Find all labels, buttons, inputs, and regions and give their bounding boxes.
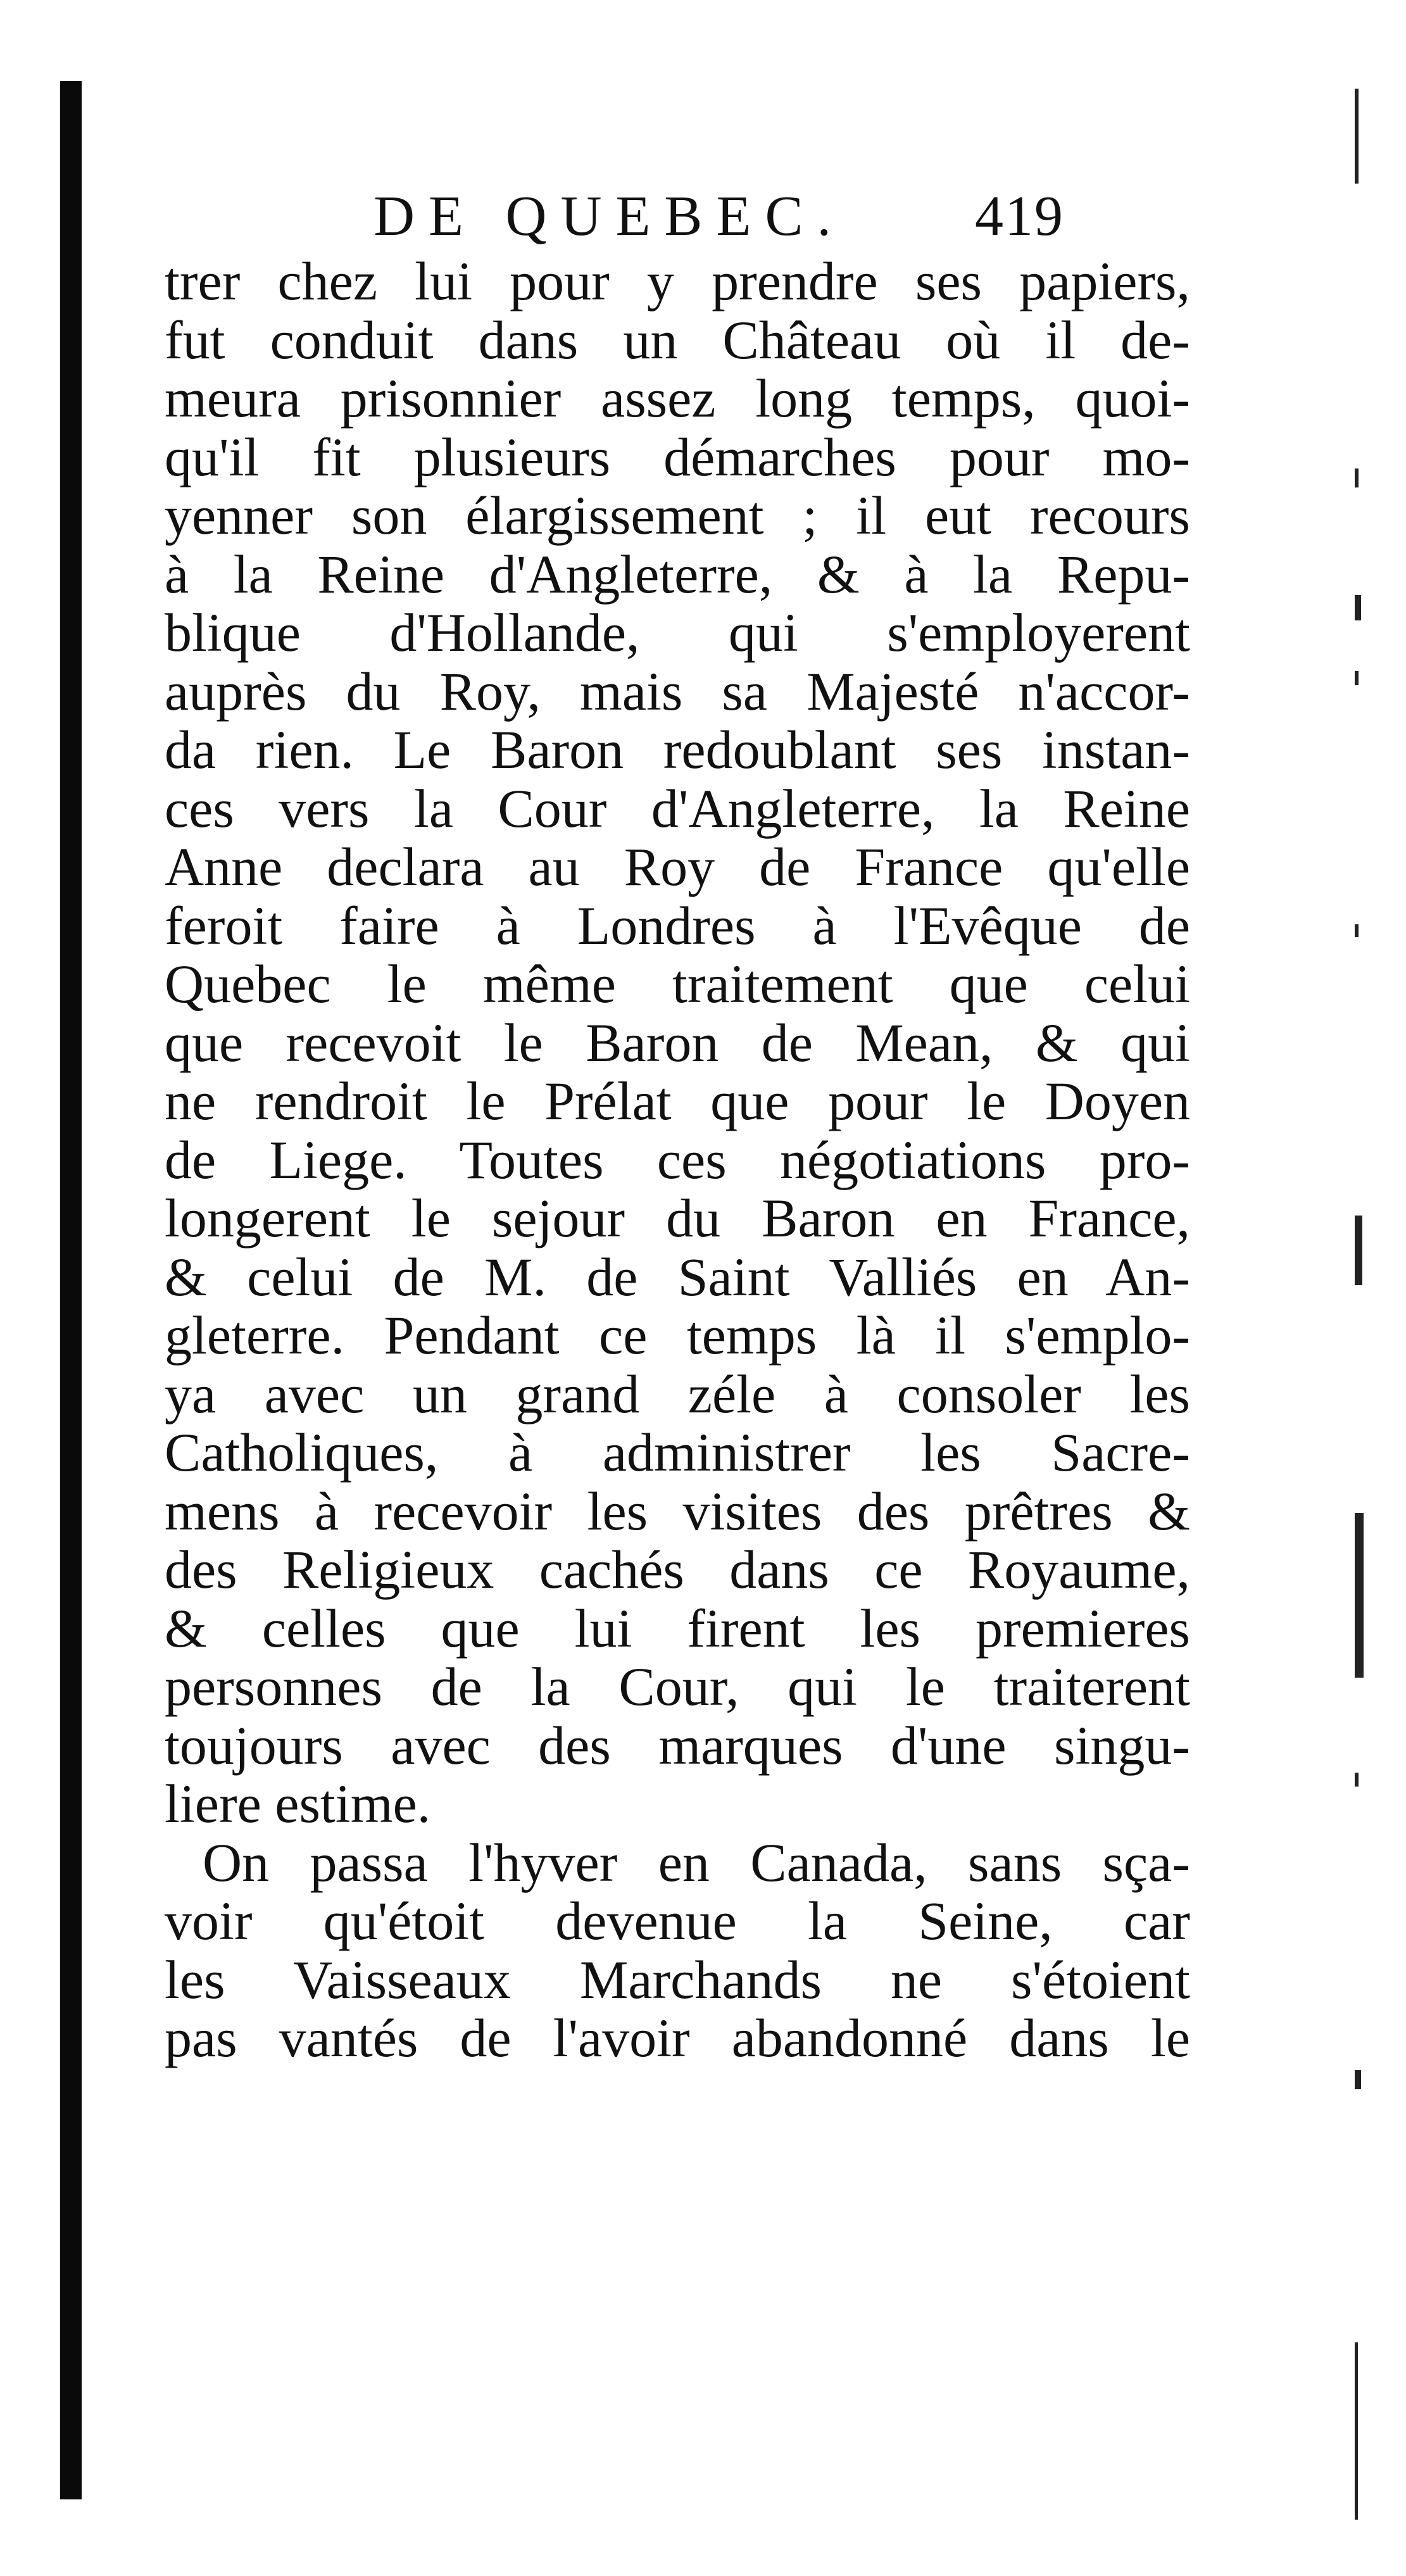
text-line: auprès du Roy, mais sa Majesté n'accor- <box>165 660 1190 722</box>
text-line: pas vantés de l'avoir abandonné dans le <box>165 2007 1190 2068</box>
text-line: da rien. Le Baron redoublant ses instan- <box>165 719 1190 780</box>
text-line: Quebec le même traitement que celui <box>165 953 1190 1014</box>
text-line: feroit faire à Londres à l'Evêque de <box>165 895 1190 956</box>
text-line: ces vers la Cour d'Angleterre, la Reine <box>165 777 1190 839</box>
text-line: ne rendroit le Prélat que pour le Doyen <box>165 1071 1190 1131</box>
running-head-title: DE QUEBEC. <box>373 185 845 248</box>
text-line: liere estime. <box>165 1773 431 1834</box>
text-line: On passa l'hyver en Canada, sans sça- <box>203 1831 1190 1893</box>
text-line: personnes de la Cour, qui le traiterent <box>165 1656 1190 1717</box>
text-line: meura prisonnier assez long temps, quoi- <box>165 368 1190 429</box>
text-line: voir qu'étoit devenue la Seine, car <box>165 1890 1190 1951</box>
text-line: toujours avec des marques d'une singu- <box>165 1714 1190 1776</box>
binding-edge <box>60 81 82 2499</box>
text-line: trer chez lui pour y prendre ses papiers, <box>165 251 1190 311</box>
text-line: & celles que lui firent les premieres <box>165 1597 1190 1659</box>
text-line: gleterre. Pendant ce temps là il s'emplo- <box>165 1305 1190 1366</box>
text-line: des Religieux cachés dans ce Royaume, <box>165 1539 1190 1600</box>
text-line: qu'il fit plusieurs démarches pour mo- <box>165 426 1190 487</box>
right-margin-scan-marks <box>1348 76 1374 2545</box>
page-number: 419 <box>975 185 1064 248</box>
body-text <box>165 252 1190 2068</box>
text-line: à la Reine d'Angleterre, & à la Repu- <box>165 543 1190 605</box>
text-line: blique d'Hollande, qui s'employerent <box>165 602 1190 663</box>
text-line: longerent le sejour du Baron en France, <box>165 1188 1190 1248</box>
text-line: Anne declara au Roy de France qu'elle <box>165 836 1190 897</box>
text-line: les Vaisseaux Marchands ne s'étoient <box>165 1949 1190 2010</box>
text-line: & celui de M. de Saint Valliés en An- <box>165 1246 1190 1307</box>
text-line: Catholiques, à administrer les Sacre- <box>165 1422 1190 1483</box>
text-line: de Liege. Toutes ces négotiations pro- <box>165 1129 1190 1190</box>
running-head <box>373 179 1196 254</box>
text-line: fut conduit dans un Château où il de- <box>165 309 1190 370</box>
text-line: ya avec un grand zéle à consoler les <box>165 1363 1190 1424</box>
text-line: mens à recevoir les visites des prêtres & <box>165 1480 1190 1542</box>
text-line: que recevoit le Baron de Mean, & qui <box>165 1012 1190 1073</box>
text-line: yenner son élargissement ; il eut recours <box>165 485 1190 546</box>
